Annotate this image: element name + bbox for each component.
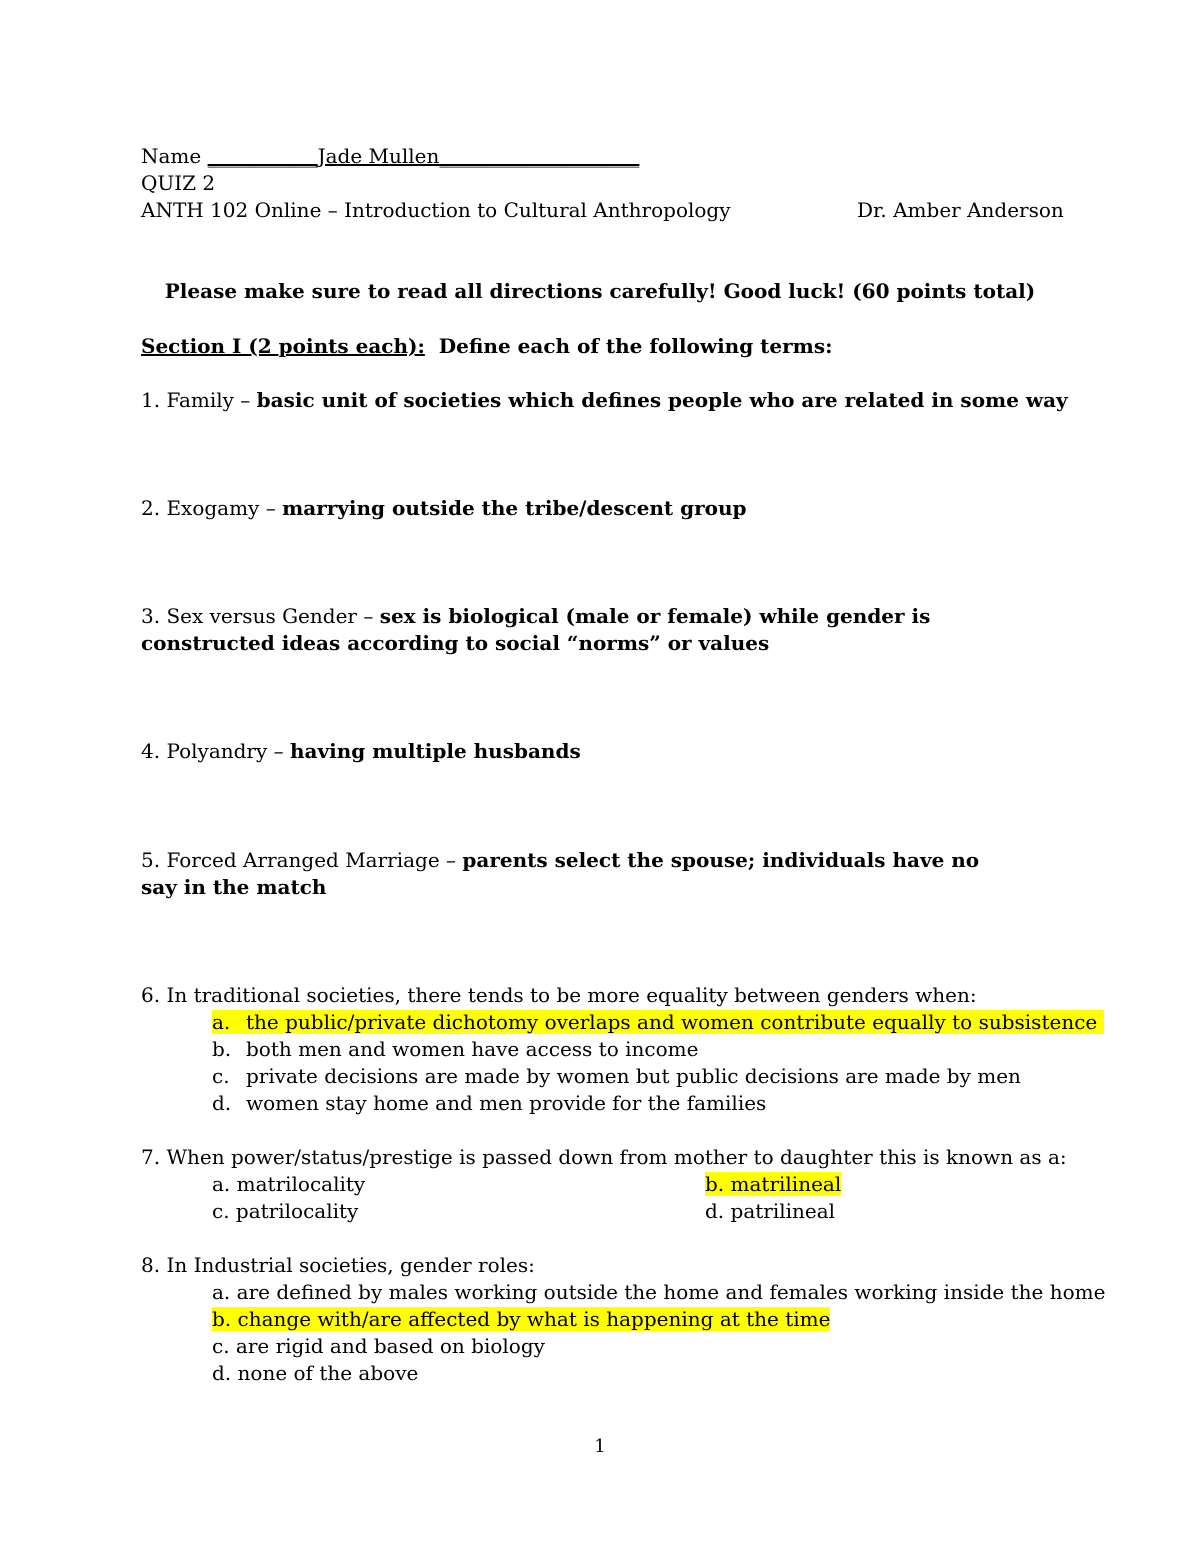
- section-heading: [141, 333, 832, 360]
- option-text: both men and women have access to income: [246, 1037, 699, 1061]
- term-label: 3. Sex versus Gender –: [141, 604, 380, 628]
- question-6-stem: 6. In traditional societies, there tends to be more equality between genders when:: [141, 983, 977, 1007]
- section-title: Section I (2 points each):: [141, 334, 425, 358]
- directions: Please make sure to read all directions carefully! Good luck! (60 points total): [164, 279, 1036, 303]
- term-label: 1. Family –: [141, 388, 257, 412]
- term-answer: parents select the spouse; individuals have no say in the match: [141, 848, 980, 899]
- term-answer: basic unit of societies which defines people who are related in some way: [256, 388, 1068, 412]
- course-title: ANTH 102 Online – Introduction to Cultural Anthropology: [141, 198, 731, 222]
- option-text: the public/private dichotomy overlaps and women contribute equally to subsistence: [246, 1010, 1098, 1034]
- q7-option-b: [705, 1171, 841, 1198]
- option-letter: a.: [212, 1010, 231, 1034]
- term-label: 4. Polyandry –: [141, 739, 291, 763]
- term-item: [141, 495, 746, 522]
- name-blank-before: ___________: [207, 144, 318, 168]
- q7-option-b-highlight: b. matrilineal: [705, 1172, 842, 1196]
- q8-option-c: c. are rigid and based on biology: [212, 1334, 545, 1358]
- q6-option-a: [212, 1009, 1104, 1036]
- q8-option-d: d. none of the above: [212, 1361, 419, 1385]
- name-line: [141, 143, 639, 170]
- q7-option-c: c. patrilocality: [212, 1199, 359, 1223]
- q6-option-b: [212, 1036, 698, 1063]
- name-blank-after: ____________________: [439, 144, 640, 168]
- option-letter: c.: [212, 1064, 230, 1088]
- q8-option-b: [212, 1306, 830, 1333]
- q6-option-d: [212, 1090, 766, 1117]
- term-label: 5. Forced Arranged Marriage –: [141, 848, 463, 872]
- student-name: Jade Mullen: [317, 144, 440, 168]
- term-answer: sex is biological (male or female) while gender is constructed ideas according to social “norms” or values: [141, 604, 931, 655]
- option-letter: b.: [212, 1037, 232, 1061]
- q7-option-a: a. matrilocality: [212, 1172, 366, 1196]
- term-item: [141, 847, 1011, 901]
- term-item: [141, 387, 1068, 414]
- q8-option-b-highlight: b. change with/are affected by what is happening at the time: [212, 1307, 831, 1331]
- instructor-name: Dr. Amber Anderson: [857, 198, 1064, 222]
- name-label: Name: [141, 144, 202, 168]
- page-number: 1: [594, 1436, 606, 1457]
- q6-option-c: [212, 1063, 1021, 1090]
- quiz-title: QUIZ 2: [141, 171, 216, 195]
- q6-option-a-highlight: [212, 1010, 1104, 1034]
- term-item: [141, 603, 1041, 657]
- option-text: women stay home and men provide for the families: [246, 1091, 767, 1115]
- option-text: private decisions are made by women but public decisions are made by men: [246, 1064, 1021, 1088]
- q8-option-a: a. are defined by males working outside the home and females working inside the home: [212, 1280, 1106, 1304]
- question-7-stem: 7. When power/status/prestige is passed down from mother to daughter this is known as a:: [141, 1145, 1067, 1169]
- term-label: 2. Exogamy –: [141, 496, 283, 520]
- q7-option-d: d. patrilineal: [705, 1199, 836, 1223]
- term-answer: marrying outside the tribe/descent group: [282, 496, 747, 520]
- term-item: [141, 738, 581, 765]
- term-answer: having multiple husbands: [290, 739, 581, 763]
- question-8-stem: 8. In Industrial societies, gender roles:: [141, 1253, 535, 1277]
- section-instruction: Define each of the following terms:: [438, 334, 833, 358]
- option-letter: d.: [212, 1091, 232, 1115]
